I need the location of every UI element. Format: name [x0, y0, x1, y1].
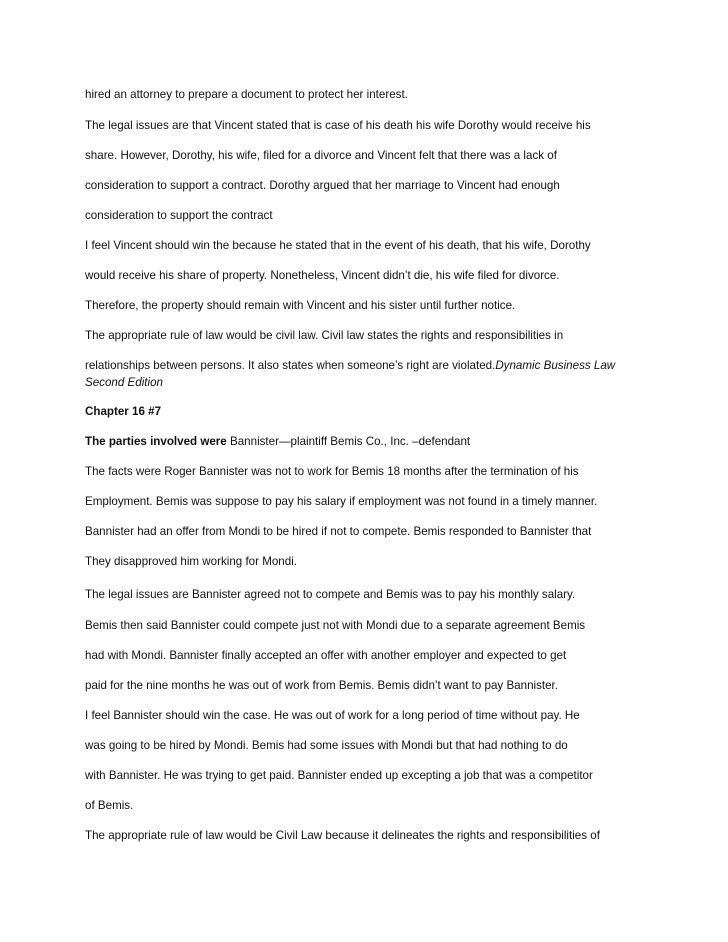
text-line: consideration to support a contract. Dorothy argued that her marriage to Vincent had enough [85, 179, 560, 192]
text-line: The legal issues are Bannister agreed not to compete and Bemis was to pay his monthly salary. [85, 588, 576, 601]
text-line: Bemis then said Bannister could compete just not with Mondi due to a separate agreement Bemis [85, 619, 586, 632]
text-line-body: relationships between persons. It also states when someone’s right are violated. [85, 359, 496, 372]
text-line: The facts were Roger Bannister was not to work for Bemis 18 months after the termination of his [85, 465, 579, 478]
text-line [85, 359, 688, 373]
parties-label: The parties involved were [85, 435, 227, 448]
text-line: The legal issues are that Vincent stated that is case of his death his wife Dorothy would receive his [85, 119, 591, 132]
text-line: Therefore, the property should remain with Vincent and his sister until further notice. [85, 299, 516, 312]
text-line: I feel Bannister should win the case. He was out of work for a long period of time without pay. He [85, 709, 580, 722]
text-line: They disapproved him working for Mondi. [85, 555, 298, 568]
text-line: The appropriate rule of law would be Civil Law because it delineates the rights and responsibilities of [85, 829, 600, 842]
text-line: had with Mondi. Bannister finally accepted an offer with another employer and expected to get [85, 649, 567, 662]
text-line: paid for the nine months he was out of work from Bemis. Bemis didn’t want to pay Bannister. [85, 679, 558, 692]
text-line: would receive his share of property. Nonetheless, Vincent didn’t die, his wife filed for divorce. [85, 269, 560, 282]
text-line: Employment. Bemis was suppose to pay his salary if employment was not found in a timely manner. [85, 495, 598, 508]
parties-value: Bannister—plaintiff Bemis Co., Inc. –defendant [226, 435, 471, 448]
citation-edition: Second Edition [85, 376, 163, 389]
text-line: hired an attorney to prepare a document to protect her interest. [85, 88, 408, 101]
text-line: The appropriate rule of law would be civil law. Civil law states the rights and responsibilities in [85, 329, 564, 342]
text-line: of Bemis. [85, 799, 134, 812]
text-line: Bannister had an offer from Mondi to be hired if not to compete. Bemis responded to Bannister that [85, 525, 592, 538]
text-line: I feel Vincent should win the because he stated that in the event of his death, that his wife, Dorothy [85, 239, 591, 252]
citation-title: Dynamic Business Law [495, 359, 616, 372]
text-line: consideration to support the contract [85, 209, 273, 222]
text-line: share. However, Dorothy, his wife, filed for a divorce and Vincent felt that there was a lack of [85, 149, 557, 162]
text-line: with Bannister. He was trying to get paid. Bannister ended up excepting a job that was a competitor [85, 769, 593, 782]
section-heading: Chapter 16 #7 [85, 405, 162, 418]
text-line [85, 435, 688, 449]
text-line: was going to be hired by Mondi. Bemis had some issues with Mondi but that had nothing to do [85, 739, 568, 752]
